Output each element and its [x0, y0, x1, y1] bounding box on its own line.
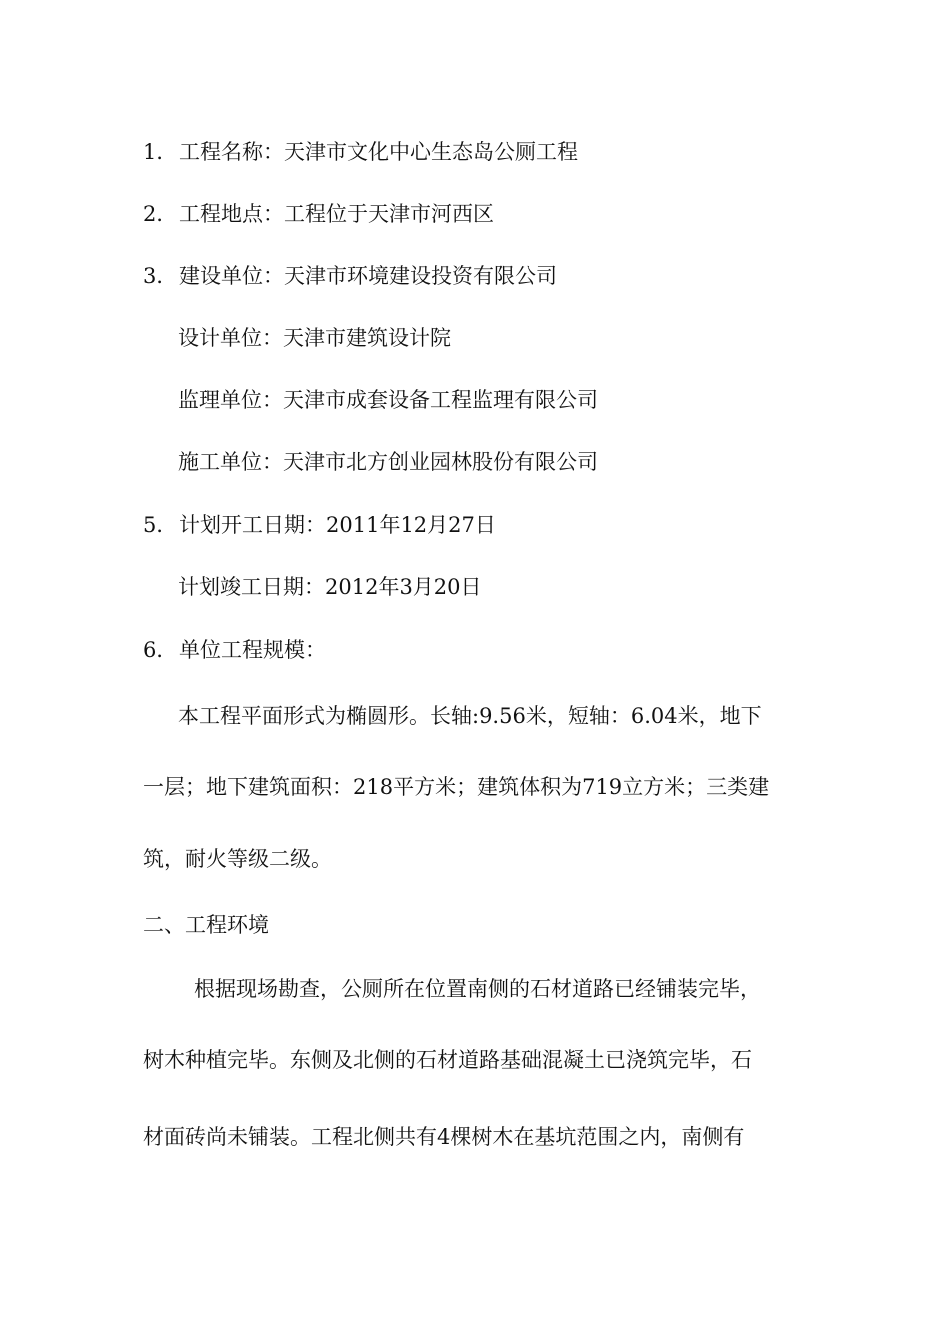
section-heading [143, 911, 823, 939]
environment-paragraph-text: 根据现场勘查，公厕所在位置南侧的石材道路已经铺装完毕， [194, 977, 761, 1001]
scale-paragraph-line-3 [143, 845, 823, 873]
scale-heading-line [143, 636, 823, 664]
planned-completion-line [178, 573, 858, 601]
project-location-text: 工程地点：工程位于天津市河西区 [179, 202, 494, 226]
planned-start-line [143, 511, 823, 539]
scale-paragraph-text: 一层；地下建筑面积：218平方米；建筑体积为719立方米；三类建 [143, 775, 770, 799]
environment-paragraph-text: 材面砖尚未铺装。工程北侧共有4棵树木在基坑范围之内，南侧有 [143, 1125, 745, 1149]
scale-paragraph-text: 筑，耐火等级二级。 [143, 847, 332, 871]
scale-paragraph-line-2 [143, 773, 823, 801]
environment-paragraph-line-1 [194, 975, 874, 1003]
supervisor-text: 监理单位：天津市成套设备工程监理有限公司 [178, 388, 598, 412]
contractor-text: 施工单位：天津市北方创业园林股份有限公司 [178, 450, 598, 474]
item-number: 1． [143, 140, 178, 164]
scale-paragraph-line-1 [178, 702, 858, 730]
planned-start-text: 计划开工日期：2011年12月27日 [179, 513, 496, 537]
owner-line [143, 262, 823, 290]
planned-completion-text: 计划竣工日期：2012年3月20日 [178, 575, 482, 599]
environment-paragraph-text: 树木种植完毕。东侧及北侧的石材道路基础混凝土已浇筑完毕，石 [143, 1048, 752, 1072]
environment-paragraph-line-2 [143, 1046, 823, 1074]
scale-heading-text: 单位工程规模： [179, 638, 326, 662]
item-number: 6． [143, 638, 178, 662]
owner-text: 建设单位：天津市环境建设投资有限公司 [179, 264, 557, 288]
project-location-line [143, 200, 823, 228]
supervisor-line [178, 386, 858, 414]
item-number: 2． [143, 202, 178, 226]
designer-text: 设计单位：天津市建筑设计院 [178, 326, 451, 350]
scale-paragraph-text: 本工程平面形式为椭圆形。长轴:9.56米，短轴：6.04米，地下 [178, 704, 762, 728]
project-name-text: 工程名称：天津市文化中心生态岛公厕工程 [179, 140, 578, 164]
project-name-line [143, 138, 823, 166]
designer-line [178, 324, 858, 352]
item-number: 5． [143, 513, 178, 537]
item-number: 3． [143, 264, 178, 288]
environment-paragraph-line-3 [143, 1123, 823, 1151]
section-heading-text: 二、工程环境 [143, 913, 269, 937]
contractor-line [178, 448, 858, 476]
